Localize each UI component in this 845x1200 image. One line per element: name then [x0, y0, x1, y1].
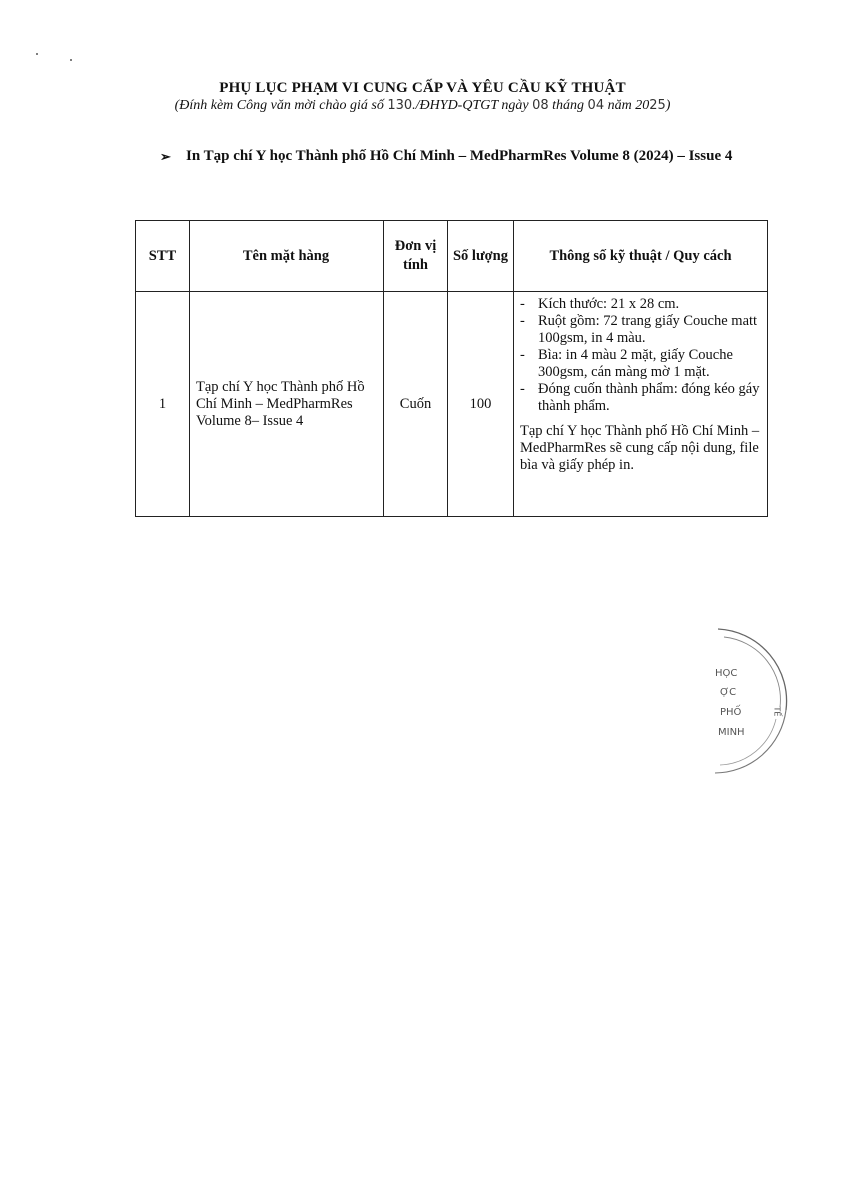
header-name: Tên mặt hàng: [190, 221, 384, 292]
header-stt: STT: [136, 221, 190, 292]
scan-speck: [36, 53, 38, 55]
subtitle-mid-3: năm 20: [604, 98, 650, 113]
handwritten-month: 04: [587, 98, 605, 113]
cell-name: Tạp chí Y học Thành phố Hồ Chí Minh – MedPharmRes Volume 8– Issue 4: [190, 292, 384, 517]
header-spec: Thông số kỹ thuật / Quy cách: [514, 221, 768, 292]
table-row: [136, 292, 768, 517]
seal-text: HỌC: [715, 668, 738, 679]
seal-text: ỢC: [720, 687, 737, 698]
document-title: PHỤ LỤC PHẠM VI CUNG CẤP VÀ YÊU CẦU KỸ THUẬT: [219, 80, 626, 96]
spec-item: - Ruột gồm: 72 trang giấy Couche matt 100gsm, in 4 màu.: [520, 313, 758, 346]
handwritten-doc-number: 130: [387, 98, 413, 113]
spec-item-text: Bìa: in 4 màu 2 mặt, giấy Couche 300gsm, cán màng mờ 1 mặt.: [538, 347, 733, 380]
subtitle-mid-2: tháng: [548, 98, 588, 113]
cell-qty: 100: [448, 292, 514, 517]
spec-table: [135, 220, 768, 517]
seal-text: MINH: [718, 727, 745, 738]
section-title: In Tạp chí Y học Thành phố Hồ Chí Minh – MedPharmRes Volume 8 (2024) – Issue 4: [186, 148, 733, 164]
scan-speck: [70, 59, 72, 61]
seal-arcs: [690, 615, 800, 785]
cell-unit: Cuốn: [384, 292, 448, 517]
spec-item: - Bìa: in 4 màu 2 mặt, giấy Couche 300gsm, cán màng mờ 1 mặt.: [520, 347, 733, 380]
handwritten-year: 25: [649, 98, 666, 113]
spec-item-text: Đóng cuốn thành phẩm: đóng kéo gáy thành phẩm.: [538, 381, 760, 414]
official-seal-partial-icon: [690, 615, 800, 785]
section-heading: [160, 146, 760, 167]
handwritten-day: 08: [532, 98, 549, 113]
spec-list: [520, 296, 761, 415]
seal-text: PHỐ: [720, 707, 742, 718]
cell-stt: 1: [136, 292, 190, 517]
table-header-row: [136, 221, 768, 292]
arrowhead-bullet-icon: ➢: [160, 149, 171, 164]
cell-spec: [514, 292, 768, 517]
subtitle-suffix: ): [665, 98, 671, 113]
spec-item: - Đóng cuốn thành phẩm: đóng kéo gáy thành phẩm.: [520, 381, 760, 414]
subtitle-mid-1: ./ĐHYD-QTGT ngày: [412, 98, 533, 113]
document-subtitle: [0, 98, 845, 114]
subtitle-prefix: (Đính kèm Công văn mời chào giá số: [174, 98, 388, 113]
spec-item-text: Kích thước: 21 x 28 cm.: [538, 296, 680, 312]
header-qty: Số lượng: [448, 221, 514, 292]
spec-item-text: Ruột gồm: 72 trang giấy Couche matt 100gsm, in 4 màu.: [538, 313, 758, 346]
spec-note: Tạp chí Y học Thành phố Hồ Chí Minh – MedPharmRes sẽ cung cấp nội dung, file bìa và giấy phép in.: [520, 423, 760, 473]
header-unit: Đơn vị tính: [384, 221, 448, 292]
spec-item: - Kích thước: 21 x 28 cm.: [520, 296, 680, 312]
seal-text: TẾ: [772, 706, 782, 717]
